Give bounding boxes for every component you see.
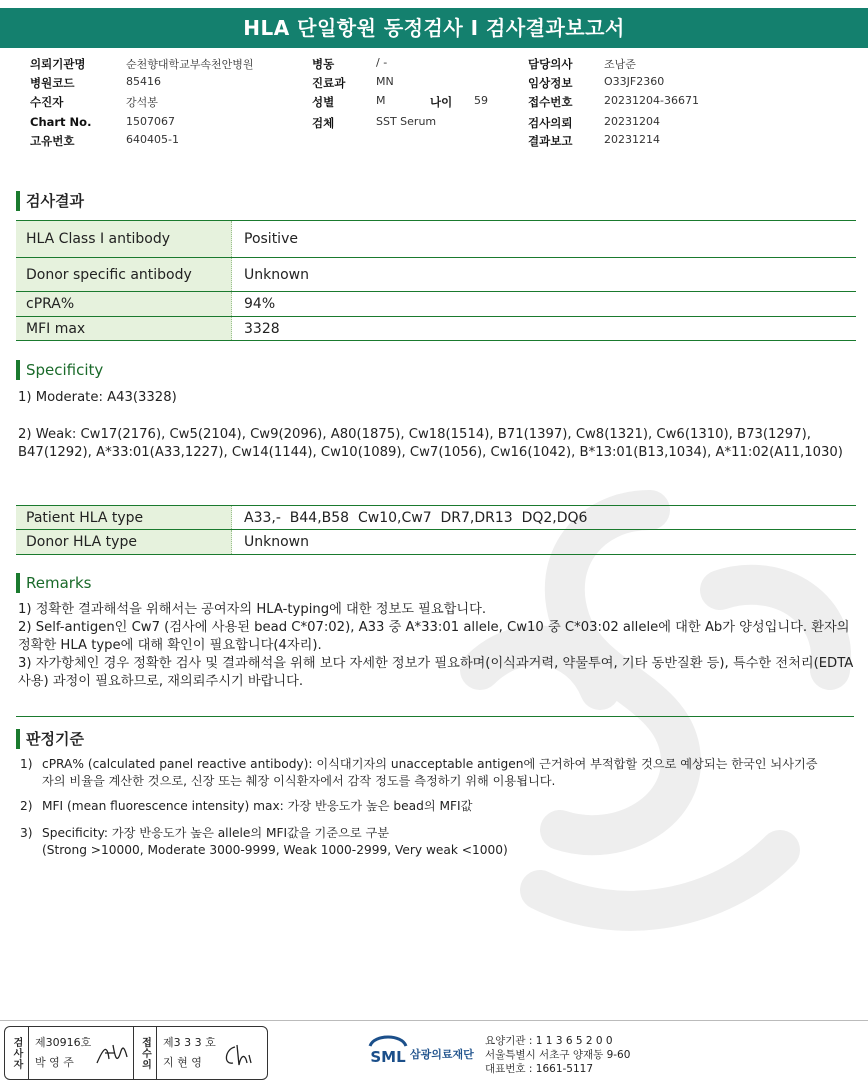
table-row: [16, 506, 856, 530]
org-line: 서울특별시 서초구 양재동 9-60: [485, 1049, 631, 1061]
organization-info: [485, 1034, 630, 1076]
footer-divider: [0, 1020, 868, 1021]
info-label-report: 결과보고: [528, 134, 573, 148]
remark-item: 3) 자가항체인 경우 정확한 검사 및 결과해석을 위해 보다 자세한 정보가 필요하며(이식과거력, 약물투여, 기타 동반질환 등), 특수한 전처리(EDTA 사용) 과정이 필요하므로, 재의뢰주시기 바랍니다.: [18, 656, 854, 689]
specificity-moderate: 1) Moderate: A43(3328): [18, 390, 177, 405]
result-value: Unknown: [244, 266, 309, 283]
info-value-doctor: 조남준: [604, 58, 636, 71]
info-label-doctor: 담당의사: [528, 57, 573, 71]
info-value-patient: 강석봉: [126, 96, 158, 109]
table-row: [16, 530, 856, 554]
info-value-hospital-code: 85416: [126, 75, 161, 88]
info-value-sex: M: [376, 94, 386, 107]
section-title-remarks: Remarks: [16, 573, 91, 593]
results-table: [16, 220, 856, 341]
info-value-request: 20231204: [604, 115, 660, 128]
info-value-department: MN: [376, 75, 394, 88]
result-label: Donor specific antibody: [16, 258, 232, 291]
table-row: [16, 258, 856, 292]
specificity-weak: 2) Weak: Cw17(2176), Cw5(2104), Cw9(2096), A80(1875), Cw18(1514), B71(1397), Cw8(1321), Cw6(1310), B73(1297), B47(1292), A*33:01(A33,1227), Cw14(1144), Cw10(1089), Cw7(1056), Cw16(1042), B*13:01(B13,1034), A*11:02(A11,1030): [18, 427, 843, 460]
criteria-text: cPRA% (calculated panel reactive antibody): 이식대기자의 unacceptable antigen에 근거하여 부적합할 것으로 예상되는 한국인 뇌사기증자의 비율을 계산한 것으로, 신장 또는 췌장 이식환자에서 감작 정도를 측정하기 위해 이용됩니다.: [42, 757, 818, 788]
logo-text: 삼광의료재단: [410, 1048, 474, 1061]
result-label: HLA Class I antibody: [16, 221, 232, 257]
criteria-number: 2): [20, 799, 33, 813]
info-label-age: 나이: [430, 95, 453, 109]
table-row: [16, 292, 856, 317]
result-value: 94%: [244, 296, 276, 312]
criteria-number: 3): [20, 826, 33, 840]
signature-image: [95, 1039, 129, 1069]
sml-logo-mark: [366, 1030, 410, 1070]
info-label-specimen: 검체: [312, 116, 335, 130]
info-value-ward: / -: [376, 56, 388, 69]
table-row: [16, 221, 856, 258]
criteria-text: Specificity: 가장 반응도가 높은 allele의 MFI값을 기준으로 구분: [42, 826, 390, 840]
patient-info: [30, 56, 850, 152]
info-label-chart: Chart No.: [30, 115, 92, 129]
criteria-item: [18, 756, 818, 792]
info-value-chart: 1507067: [126, 115, 175, 128]
hla-value: Unknown: [244, 534, 309, 550]
criteria-item: [18, 825, 818, 861]
info-value-unique: 640405-1: [126, 133, 179, 146]
signature-box: [4, 1026, 268, 1080]
result-value: 3328: [244, 320, 280, 337]
result-label: MFI max: [16, 317, 232, 340]
hla-label: Patient HLA type: [16, 506, 232, 529]
info-label-unique: 고유번호: [30, 134, 75, 148]
section-title-results: 검사결과: [16, 191, 84, 211]
hla-label: Donor HLA type: [16, 530, 232, 554]
signature-image: [221, 1041, 255, 1069]
report-title: HLA 단일항원 동정검사 I 검사결과보고서: [0, 8, 868, 48]
table-row: [16, 317, 856, 340]
section-title-criteria: 판정기준: [16, 729, 84, 749]
signer-name: 박 영 주: [35, 1056, 74, 1069]
info-label-hospital-code: 병원코드: [30, 76, 75, 90]
hla-type-table: [16, 505, 856, 555]
result-value: Positive: [244, 231, 298, 247]
info-label-department: 진료과: [312, 76, 346, 90]
signer-cell-tester: [29, 1027, 133, 1079]
info-value-report: 20231214: [604, 133, 660, 146]
divider: [16, 716, 854, 717]
remarks-list: [18, 601, 854, 691]
info-value-hospital: 순천향대학교부속천안병원: [126, 58, 254, 71]
criteria-subtext: (Strong >10000, Moderate 3000-9999, Weak 1000-2999, Very weak <1000): [42, 843, 508, 857]
result-label: cPRA%: [16, 292, 232, 316]
info-value-receipt: 20231204-36671: [604, 94, 699, 107]
org-line: 요양기관 : 1 1 3 6 5 2 0 0: [485, 1035, 613, 1047]
logo-mark-text: SML: [370, 1048, 406, 1066]
criteria-text: MFI (mean fluorescence intensity) max: 가장 반응도가 높은 bead의 MFI값: [42, 799, 473, 813]
remark-item: 2) Self-antigen인 Cw7 (검사에 사용된 bead C*07:02), A33 중 A*33:01 allele, Cw10 중 C*03:02 allele에 대한 Ab가 양성입니다. 환자의 정확한 HLA type에 대해 확인이 필요합니다(4자리).: [18, 620, 850, 653]
signer-label-text: 접수의: [139, 1036, 151, 1070]
info-label-receipt: 접수번호: [528, 95, 573, 109]
info-label-request: 검사의뢰: [528, 116, 573, 130]
remark-item: 1) 정확한 결과해석을 위해서는 공여자의 HLA-typing에 대한 정보도 필요합니다.: [18, 602, 487, 617]
signer-name: 지 현 영: [163, 1056, 202, 1069]
info-label-ward: 병동: [312, 57, 335, 71]
signer-license: 제30916호: [35, 1036, 92, 1049]
criteria-item: [18, 798, 818, 816]
info-label-patient: 수진자: [30, 95, 64, 109]
signer-label-text: 검사자: [11, 1036, 22, 1070]
sml-logo: [366, 1030, 486, 1070]
info-value-specimen: SST Serum: [376, 115, 437, 128]
section-title-specificity: Specificity: [16, 360, 103, 380]
info-value-age: 59: [474, 94, 488, 107]
info-value-clinical: O33JF2360: [604, 75, 665, 88]
info-label-hospital: 의뢰기관명: [30, 57, 86, 71]
signer-label-receiver: [133, 1027, 157, 1079]
info-label-clinical: 임상정보: [528, 76, 573, 90]
org-line: 대표번호 : 1661-5117: [485, 1063, 594, 1075]
info-label-sex: 성별: [312, 95, 335, 109]
criteria-number: 1): [20, 757, 33, 771]
hla-value: A33,- B44,B58 Cw10,Cw7 DR7,DR13 DQ2,DQ6: [244, 509, 588, 526]
signer-label-tester: [5, 1027, 29, 1079]
signer-license: 제3 3 3 호: [163, 1036, 216, 1049]
signer-cell-receiver: [157, 1027, 261, 1079]
